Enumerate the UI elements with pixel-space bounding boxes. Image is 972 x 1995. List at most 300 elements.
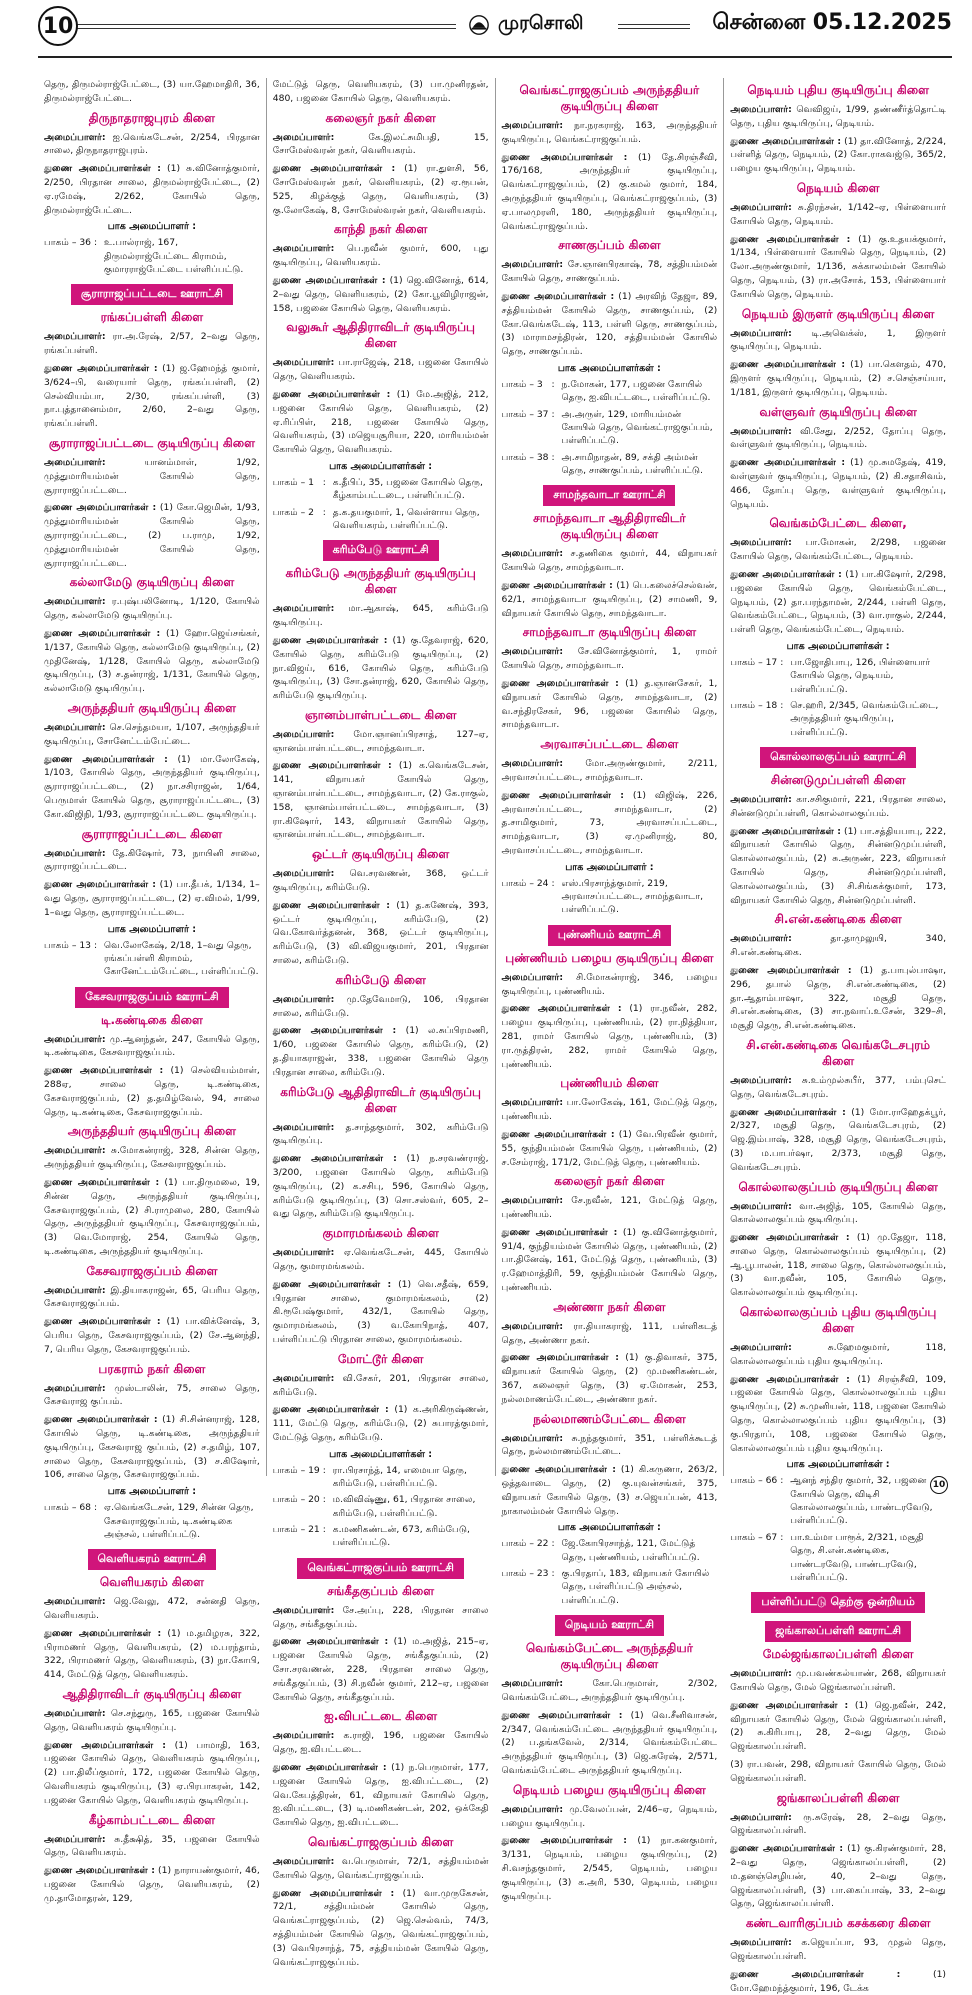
part-number: பாகம் – 13 (44, 939, 92, 951)
entry-text: (1) சி.சின்னராஜ், 128, கோயில் தெரு, டி.கண்டிகை, அருந்ததியர் குடியிருப்பு, கேசவராஜ குப்பம், (2) ச.தமிழ், 107, சாலை தெரு, கேசவராஜகுப்பம், (3) ச.கிஷோர், 106, சாலை தெரு, கேசவராஜகுப்பம். (44, 1414, 260, 1481)
role-label: துணை அமைப்பாளர்கள் : (272, 1404, 389, 1416)
part-organizer: ரா.பிரசாந்த், 14, எமையா தெரு, கரிம்பேடு, பள்ளிப்பட்டு. (332, 1464, 467, 1490)
part-colon: : (322, 1494, 326, 1506)
part-entry (44, 1501, 260, 1541)
role-label: அமைப்பாளர்: (730, 933, 792, 945)
part-entry (502, 1537, 718, 1564)
branch-heading: டி.கண்டிகை கிளை (100, 1012, 203, 1027)
entry-paragraph (273, 388, 489, 457)
entry-text: (1) கு.உதயக்குமார், 1/134, பிள்ளையார் கோயில் தெரு, நெடியம், (2) லோ.அருண்குமார், 1/136, சுக்காலம்மன் கோயில் தெரு, நெடியம், (3) ரா.அசோக், 153, பிள்ளையார் கோயில் தெரு, நெடியம். (730, 233, 946, 300)
entry-text: (1) ந.பெருமாள், 177, பஜனை கோயில் தெரு, ஐ.விபட்டடை, (2) வெ.கேபத்திரன், 61, விநாயகர் கோயில் தெரு, ஐ.விபட்டடை, (3) டி.மணிகண்டன், 202, ஒக்கேதி கோயில் தெரு, ஐ.விபட்டடை. (272, 1762, 489, 1829)
entry-text: (1) வெ.சீனிவாசன், 2/347, வெங்கம்பேட்டை அருந்ததியர் குடியிருப்பு, (2) ப.தங்கவேல், 2/314, வெங்கம்பேட்டை அருந்ததியர் குடியிருப்பு, (3) ஜெ.சுரேஷ், 2/571, வெங்கம்பேட்டை அருந்ததியர் குடியிருப்பு. (501, 1709, 718, 1776)
column-3 (496, 78, 725, 1902)
entry-text: (1) ஹோ.ஜெய்சங்கர், 1/137, கோயில் தெரு, கல்லாமேடு குடியிருப்பு, (2) முதினேஷ், 1/128, கோயில் தெரு, கல்லாமேடு குடியிருப்பு, (3) ச.தன்ராஜ், 1/131, கோயில் தெரு, கல்லாமேடு குடியிருப்பு. (44, 627, 260, 695)
role-label: துணை அமைப்பாளர்கள் : (44, 1065, 164, 1077)
part-organizer: ஏ.வெங்கடேசன், 129, சின்ன தெரு, கேசவராஜகுப்பம், டி.கண்டிகை அஞ்சல், பள்ளிப்பட்டு. (104, 1502, 254, 1540)
entry-text: (1) நாராயண்குமார், 46, பஜனை கோயில் தெரு, வெளியகரம், (2) மு.தாமோதரன், 129, (44, 1865, 260, 1904)
entry-text: மு.வேலப்பன், 2/46–ஏ, நெடியம், பழைய குடியிருப்பு. (501, 1803, 718, 1829)
panchayat-banner (44, 1547, 260, 1570)
panchayat-banner-label: சூராராஜப்பட்டடை ஊராட்சி (71, 284, 233, 305)
part-entry (730, 1531, 946, 1584)
entry-paragraph (273, 1372, 489, 1400)
entry-paragraph (44, 1739, 260, 1808)
entry-text: கே.இலட்சுமிபதி, 15, சோமேஸ்வரன் நகர், வெளியகரம். (272, 131, 489, 157)
entry-text: வெ.சரவணன், 368, ஒட்டர் குடியிருப்பு, கரிம்பேடு. (272, 868, 489, 894)
entry-paragraph (44, 1284, 260, 1312)
entry-paragraph (44, 501, 260, 570)
part-colon: : (551, 378, 555, 390)
part-entry (502, 451, 718, 478)
entry-text: பா.மோகன், 2/298, பஜனை கோயில் தெரு, வெங்கம்பேட்டை, நெடியம். (730, 537, 946, 563)
branch-heading: கொல்லாலகுப்பம் புதிய குடியிருப்பு கிளை (739, 1305, 937, 1336)
role-label: துணை அமைப்பாளர்கள் : (501, 579, 613, 591)
role-label: துணை அமைப்பாளர்கள் : (272, 760, 392, 772)
branch-heading: நெடியம் புதிய குடியிருப்பு கிளை (747, 83, 929, 97)
entry-text: (1) வே.பிரவீன் குமார், 55, குந்தியம்மன் கோயில் தெரு, புண்ணியம், (2) ச.சேம்ராஜ், 171/2, மேட்டுத் தெரு, புண்ணியம். (501, 1128, 718, 1168)
role-label: துணை அமைப்பாளர்கள் : (730, 1106, 846, 1118)
part-organizer: கு.பிரதாப், 183, விநாயகர் கோயில் தெரு, பள்ளிப்பட்டு அஞ்சல், பள்ளிப்பட்டு. (561, 1568, 710, 1606)
part-organizer: ஜே.கோபிரசாந்த், 121, மேட்டுத் தெரு, புண்ணியம், பள்ளிப்பட்டு. (561, 1538, 700, 1563)
role-label: துணை அமைப்பாளர்கள் : (44, 1865, 155, 1877)
entry-text: தா.தாமுலுயி, 340, சி.என்.கண்டிகை. (730, 933, 947, 959)
entry-paragraph (273, 1278, 489, 1347)
part-organizer: க.மணிகண்டன், 673, கரிம்பேடு, பள்ளிப்பட்டு. (332, 1524, 470, 1549)
entry-paragraph (730, 1667, 946, 1695)
part-colon: : (551, 1538, 555, 1550)
entry-paragraph (730, 793, 946, 821)
entry-paragraph (273, 274, 489, 315)
entry-text: (1) ம.அஜித், 215–ஏ, பஜனை கோயில் தெரு, சங்கீதகுப்பம், (2) சோ.சரவணன், 228, பிரதான சாலை தெரு, சங்கீதகுப்பம், (3) சி.நவீன் குமார், 212–ஏ, பஜனை கோயில் தெரு, சங்கீதகுப்பம். (272, 1636, 489, 1703)
role-label: அமைப்பாளர்: (44, 1382, 106, 1394)
entry-paragraph (273, 1729, 489, 1757)
role-label: துணை அமைப்பாளர்கள் : (44, 1176, 160, 1188)
entry-text: சு.மோகன்ராஜ், 328, சின்ன தெரு, அருந்ததியர் குடியிருப்பு, கேசவராஜகுப்பம். (44, 1145, 260, 1171)
entry-paragraph (730, 932, 946, 960)
role-label: துணை அமைப்பாளர்கள் : (44, 879, 156, 891)
entry-text: யானம்மாள், 1/92, முத்துமாரியம்மன் கோயில் தெரு, சூராராஜப்பட்டடை. (44, 456, 260, 496)
entry-text: மோ.ஞானப்பிரசாத், 127–ஏ, ஞானம்பாள்பட்டடை, சாமந்தவாடா. (272, 728, 489, 754)
part-organizers-heading: பாக அமைப்பாளர்கள் : (557, 1522, 661, 1534)
entry-paragraph (273, 162, 489, 217)
entry-paragraph (273, 634, 489, 703)
part-number: பாகம் – 1 (272, 476, 314, 488)
entry-text: சே.அப்பு, 228, பிரதான சாலை தெரு, சங்கீதகுப்பம். (272, 1604, 489, 1630)
role-label: அமைப்பாளர்: (272, 1121, 335, 1133)
branch-heading: ஒட்டர் குடியிருப்பு கிளை (312, 847, 450, 862)
part-colon: : (322, 1524, 326, 1536)
entry-text: செ.செந்தமயா, 1/107, அருந்ததியர் குடியிருப்பு, சோனேட்டம்பேட்டை. (44, 721, 260, 747)
entry-text: முஸ்டாலின், 75, சாலை தெரு, கேசவராஜ குப்பம். (44, 1382, 260, 1408)
entry-paragraph (44, 1064, 260, 1119)
entry-paragraph (502, 645, 718, 673)
entry-paragraph (730, 327, 946, 355)
part-number: பாகம் – 37 (501, 408, 549, 420)
role-label: துணை அமைப்பாளர்கள் : (501, 1464, 616, 1476)
role-label: அமைப்பாளர்: (730, 537, 792, 549)
panchayat-banner (44, 985, 260, 1008)
entry-paragraph (502, 1677, 718, 1705)
entry-paragraph (273, 1246, 489, 1274)
entry-text: தே.கிஷோர், 73, நாயினி சாலை, சூராராஜப்பட்டடை. (44, 847, 260, 873)
entry-paragraph (502, 1463, 718, 1518)
entry-paragraph (730, 1699, 946, 1754)
entry-text: வி.சேகர், 201, பிரதான சாலை, கரிம்பேடு. (272, 1372, 489, 1398)
role-label: துணை அமைப்பாளர்கள் : (501, 677, 619, 689)
entry-paragraph (502, 1002, 718, 1071)
role-label: அமைப்பாளர்: (501, 1803, 564, 1815)
entry-paragraph (273, 602, 489, 630)
entry-paragraph (502, 547, 718, 575)
entry-text: (1) தே.சிரஞ்சீவி, 176/168, அருந்ததியர் குடியிருப்பு, வெங்கட்ராஜகுப்பம், (2) கு.கமல் குமார், 184, அருந்ததியர் குடியிருப்பு, வெங்கட்ராஜகுப்பம், (3) ஏ.பாலமுரளி, 180, அருந்ததியர் குடியிருப்பு, வெங்கட்ராஜகுப்பம். (501, 151, 718, 232)
entry-text: (1) ரா.துளசி, 56, சோமேஸ்வரன் நகர், வெளியகரம், (2) ஏ.ரூபன், 525, கிழக்குத் தெரு, வெளியகரம், (3) கு.லோகேஷ், 8, சோமேஸ்வரன் நகர், வெளியகரம். (272, 163, 489, 216)
branch-heading: சூராராஜப்பட்டடை கிளை (81, 826, 223, 841)
role-label: அமைப்பாளர்: (501, 646, 564, 658)
branch-heading: அரவாசப்பட்டடை கிளை (540, 737, 679, 752)
entry-paragraph (44, 1176, 260, 1259)
entry-text: வ.பெருமாள், 72/1, சத்தியம்மன் கோயில் தெரு, வெங்கட்ராஜகுப்பம். (272, 1855, 489, 1881)
entry-paragraph (502, 757, 718, 785)
role-label: துணை அமைப்பாளர்கள் : (501, 1003, 622, 1015)
role-label: துணை அமைப்பாளர்கள் : (730, 1232, 850, 1244)
entry-paragraph (730, 1106, 946, 1175)
entry-paragraph (273, 356, 489, 384)
role-label: அமைப்பாளர்: (272, 993, 335, 1005)
entry-text: (1) பா.கௌதம், 470, இருளர் குடியிருப்பு, நெடியம், (2) ச.செஞ்சய்யா, 1/181, இருளர் குடியிருப்பு, நெடியம். (730, 359, 947, 398)
branch-heading: புண்ணியம் பழைய குடியிருப்பு கிளை (505, 950, 714, 965)
part-organizer: உ.பால்ராஜ், 167, திருமல்ராஜ்பேட்டை கிராமம், குமாரராஜ்பேட்டை பள்ளிப்பட்டு. (104, 237, 244, 276)
part-organizer: ந.மோகன், 177, பஜனை கோயில் தெரு, ஐ.விபட்டடை, பள்ளிப்பட்டு. (561, 378, 711, 404)
panchayat-banner-label: வெளியகரம் ஊராட்சி (88, 1549, 217, 1570)
entry-paragraph (44, 362, 260, 431)
entry-paragraph (44, 1627, 260, 1682)
role-label: துணை அமைப்பாளர்கள் : (44, 502, 157, 514)
panchayat-banner-label: சாமந்தவாடா ஊராட்சி (543, 485, 675, 506)
role-label: துணை அமைப்பாளர்கள் : (730, 825, 841, 837)
entry-text: (1) வெ.சதீஷ், 659, பிரதான சாலை, குமாரமங்கலம், (2) கி.ரூபேஷ்குமார், 432/1, கோயில் தெரு, குமாரமங்கலம், (3) வ.கோபிநாத், 407, பள்ளிப்பட்டு பிரதான சாலை, குமாரமங்கலம். (272, 1278, 489, 1345)
part-organizer: எஸ்.பிரசாந்த்குமார், 219, அரவாசப்பட்டடை, சாமந்தவாடா, பள்ளிப்பட்டு. (561, 877, 704, 916)
part-colon: : (551, 877, 555, 889)
part-number: பாகம் – 24 (501, 877, 549, 889)
role-label: அமைப்பாளர்: (272, 1604, 335, 1616)
role-label: அமைப்பாளர்: (272, 868, 335, 880)
part-number: பாகம் – 36 (44, 237, 92, 249)
entry-paragraph (502, 1226, 718, 1295)
role-label: அமைப்பாளர்: (272, 1730, 335, 1742)
entry-paragraph (273, 867, 489, 895)
panchayat-banner-label: கொல்லாலகுப்பம் ஊராட்சி (760, 747, 916, 768)
entry-text: தெரு, திருமல்ராஜ்பேட்டை, (3) யா.ஹேமாதிரி, 36, திருமல்ராஜ்பேட்டை. (44, 79, 260, 104)
branch-heading: வெளியகரம் கிளை (99, 1575, 204, 1590)
entry-paragraph (44, 878, 260, 919)
entry-paragraph (502, 971, 718, 999)
entry-paragraph (502, 677, 718, 732)
entry-paragraph (44, 456, 260, 497)
role-label: அமைப்பாளர்: (730, 201, 792, 213)
entry-text: (1) கு.கிரண்குமார், 28, 2–வது தெரு, ஜெங்காலப்பள்ளி, (2) ம.தனஞ்செழியன், 40, 2–வது தெரு, ஜெங்காலப்பள்ளி, (3) பா.கைப்பாஷ், 33, 2–வது தெரு, ஜெங்காலப்பள்ளி. (730, 1843, 947, 1910)
role-label: துணை அமைப்பாளர்கள் : (272, 163, 396, 175)
entry-paragraph (730, 964, 946, 1033)
entry-paragraph (502, 1096, 718, 1124)
branch-heading: சி.என்.கண்டிகை கிளை (774, 912, 902, 927)
role-label: அமைப்பாளர்: (44, 1833, 106, 1845)
entry-text: (1) ஜ.ஹேமந்த் குமார், 3/624–பி, வரையார் தெரு, ரங்கப்பள்ளி, (2) செல்வியம்பா, 2/30, ரங்கப்பள்ளி, (3) நா.புத்தானைம்மா, 2/60, 2–வது தெரு, ரங்கப்பள்ளி. (44, 363, 260, 430)
branch-heading: அண்ணா நகர் கிளை (553, 1299, 666, 1314)
part-number: பாகம் – 67 (730, 1531, 778, 1543)
role-label: துணை அமைப்பாளர்கள் : (272, 274, 386, 286)
entry-paragraph (273, 759, 489, 842)
branch-heading: நல்லமாணம்பேட்டை கிளை (533, 1411, 686, 1426)
role-label: அமைப்பாளர்: (44, 131, 106, 143)
role-label: துணை அமைப்பாளர்கள் : (730, 135, 842, 147)
branch-heading: சின்னடுமுப்பள்ளி கிளை (770, 772, 906, 787)
entry-text: த.சாந்தகுமார், 302, கரிம்பேடு குடியிருப்பு. (272, 1121, 489, 1147)
branch-heading: ஜங்காலப்பள்ளி கிளை (776, 1790, 900, 1805)
entry-text: மு.ஆனந்தன், 247, கோயில் தெரு, டி.கண்டிகை, கேசவராஜகுப்பம். (44, 1033, 260, 1059)
entry-text: (1) சிரஞ்சீவி, 109, பஜனை கோயில் தெரு, கொல்லாலகுப்பம் புதிய குடியிருப்பு, (2) சு.முனியன், 118, பஜனை கோயில் தெரு, கொல்லாலகுப்பம் புதிய குடியிருப்பு, (3) கு.பிரதாப், 108, பஜனை கோயில் தெரு, கொல்லாலகுப்பம் புதிய குடியிருப்பு. (730, 1373, 947, 1454)
part-number: பாகம் – 18 (730, 699, 778, 711)
part-organizer: செ.ஹரி, 2/345, வெங்கம்பேட்டை, அருந்ததியர் குடியிருப்பு, பள்ளிப்பட்டு. (790, 699, 939, 738)
entry-paragraph (273, 1403, 489, 1444)
entry-paragraph (730, 358, 946, 399)
entry-text: (1) செல்வியம்மாள், 288ஏ, சாலை தெரு, டி.கண்டிகை, கேசவராஜகுப்பம், (2) த.தமிழ்வேல், 94, சாலை தெரு, டி.கண்டிகை, கேசவராஜகுப்பம். (44, 1065, 260, 1118)
footer-page-number: 10 (930, 1476, 948, 1494)
entry-paragraph (44, 1413, 260, 1482)
role-label: துணை அமைப்பாளர்கள் : (730, 568, 842, 580)
branch-heading: நெடியம் கிளை (796, 180, 880, 195)
entry-text: பா.லோகேஷ், 161, மேட்டுத் தெரு, புண்ணியம். (501, 1097, 718, 1123)
masthead-rule-right (618, 24, 690, 29)
role-label: அமைப்பாளர்: (272, 243, 335, 255)
entry-paragraph (273, 899, 489, 968)
role-label: அமைப்பாளர்: (44, 1033, 106, 1045)
entry-text: (1) த.கணேஷ், 393, ஒட்டர் குடியிருப்பு, கரிம்பேடு, (2) வெ.கோவர்த்தனன், 368, ஒட்டர் குடியிருப்பு, கரிம்பேடு, (3) வி.விஜயகுமார், 201, பிரதான சாலை, கரிம்பேடு. (272, 899, 489, 967)
entry-text: சு.நந்தகுமார், 351, பள்ளிக்கூடத் தெரு, நல்லமாணம்பேட்டை. (501, 1432, 718, 1458)
role-label: அமைப்பாளர்: (44, 1145, 106, 1157)
role-label: துணை அமைப்பாளர்கள் : (501, 1128, 615, 1140)
entry-paragraph (44, 131, 260, 159)
masthead-rule-left (76, 24, 456, 29)
role-label: துணை அமைப்பாளர்கள் : (730, 964, 852, 976)
role-label: துணை அமைப்பாளர்கள் : (272, 1762, 387, 1773)
entry-text: செ.சந்துரு, 165, பஜனை கோயில் தெரு, வெளியகரம் குடியிருப்பு. (44, 1708, 260, 1733)
entry-text: (1) த.ஞானசேகர், 1, விநாயகர் கோயில் தெரு, சாமந்தவாடா, (2) வ.சந்திரசேகர், 96, பஜனை கோயில் தெரு, சாமந்தவாடா. (501, 677, 718, 731)
entry-paragraph (730, 1968, 946, 1995)
part-organizer: க.தீபிப், 35, பஜனை கோயில் தெரு, கீழ்காம்பட்டடை, பள்ளிப்பட்டு. (332, 476, 483, 502)
entry-paragraph (44, 721, 260, 749)
entry-paragraph (730, 1373, 946, 1456)
branch-heading: கலைஞர் நகர் கிளை (325, 110, 436, 125)
entry-text: (1) பா.சத்தியபாபு, 222, விநாயகர் கோயில் தெரு, சின்னடுமுப்பள்ளி, கொல்லாலகுப்பம், (2) சு.அருண், 223, விநாயகர் கோயில் தெரு, சின்னடுமுப்பள்ளி, கொல்லாலகுப்பம், (3) சி.சிங்கக்குமார், 173, விநாயகர் கோயில் தெரு, சின்னடுமுப்பள்ளி. (730, 825, 946, 906)
entry-text: கா.சசிகுமார், 221, பிரதான சாலை, சின்னடுமுப்பள்ளி, கொல்லாலகுப்பம். (730, 793, 947, 819)
role-label: அமைப்பாளர்: (501, 971, 564, 983)
panchayat-banner-label: கேசவராஜகுப்பம் ஊராட்சி (75, 987, 228, 1008)
entry-text: (1) பெ.கலைச்செல்வன், 62/1, சாமந்தவாடா குடியிருப்பு, (2) சாமணி, 9, விநாயகர் கோயில் தெரு, சாமந்தவாடா. (501, 579, 718, 619)
panchayat-banner-label: புண்ணியம் ஊராட்சி (548, 925, 671, 946)
entry-text: (1) பா.கிஷோர், 2/298, பஜனை கோயில் தெரு, வெங்கம்பேட்டை, நெடியம், (2) தா.பரந்தாமன், 2/244, பள்ளி தெரு, வெங்கம்பேட்டை, நெடியம், (3) வா.ராகுல், 2/244, பள்ளி தெரு, வெங்கம்பேட்டை, நெடியம். (730, 568, 947, 636)
part-number: பாகம் – 2 (272, 506, 314, 518)
entry-text: (1) க.வெங்கடேசன், 141, விநாயகர் கோயில் தெரு, ஞானம்பாள்பட்டடை, சாமந்தவாடா, (2) கே.ராகுல், 158, ஞானம்பாள்பட்டடை, சாமந்தவாடா, (3) ரா.கிஷோர், 143, விநாயகர் கோயில் தெரு, ஞானம்பாள்பட்டடை, சாமந்தவாடா. (272, 760, 489, 841)
entry-paragraph (273, 1855, 489, 1883)
entry-text: ஐ.வெங்கடேசன், 2/254, பிரதான சாலை, திருநாதராஜபுரம். (44, 131, 260, 157)
role-label: அமைப்பாளர்: (730, 793, 792, 805)
branch-heading: வெங்கட்ராஜகுப்பம் அருந்ததியர் குடியிருப்பு கிளை (519, 83, 700, 113)
entry-paragraph (730, 425, 946, 453)
part-entry (502, 1567, 718, 1607)
role-label: துணை அமைப்பாளர்கள் : (44, 1414, 158, 1426)
part-organizers-heading: பாக அமைப்பாளர்கள் : (329, 460, 433, 472)
column-4 (724, 78, 952, 1994)
role-label: அமைப்பாளர்: (44, 596, 106, 608)
branch-heading: சாணகுப்பம் கிளை (558, 238, 661, 253)
role-label: துணை அமைப்பாளர்கள் : (730, 1968, 901, 1980)
role-label: துணை அமைப்பாளர்கள் : (272, 1887, 395, 1899)
entry-paragraph (273, 1024, 489, 1079)
entry-paragraph (273, 728, 489, 756)
entry-paragraph (502, 1351, 718, 1406)
part-organizer: பா.உம்மா பாரூக், 2/321, மசூதி தெரு, சி.என்.கண்டிகை, பாண்டரவேடு, பாண்டரவேடு, பள்ளிப்பட்டு. (790, 1531, 924, 1583)
entry-text: சி.மோகன்ராஜ், 346, பழைய குடியிருப்பு, புண்ணியம். (501, 971, 718, 997)
branch-heading: கண்டவாரிகுப்பம் கசக்கரை கிளை (745, 1916, 931, 1931)
entry-text: டி.அவெக்ஸ், 1, இருளர் குடியிருப்பு, நெடியம். (730, 327, 947, 353)
part-colon: : (551, 408, 555, 420)
entry-paragraph (502, 1803, 718, 1831)
entry-paragraph (44, 1315, 260, 1356)
entry-paragraph (730, 568, 946, 637)
entry-text: வி.சேது, 2/252, தோப்பு தெரு, வள்ளுவர் குடியிருப்பு, நெடியம். (730, 425, 946, 451)
panchayat-banner (730, 1619, 946, 1642)
part-organizers-heading: பாக அமைப்பாளர் : (107, 1486, 197, 1498)
branch-heading: கல்லாமேடு குடியிருப்பு கிளை (69, 575, 235, 590)
panchayat-banner (273, 1556, 489, 1579)
entry-paragraph (502, 119, 718, 147)
role-label: அமைப்பாளர்: (501, 120, 564, 131)
branch-heading: மேல்ஜங்காலப்பள்ளி கிளை (762, 1647, 914, 1662)
role-label: துணை அமைப்பாளர்கள் : (44, 1739, 166, 1751)
entry-text: (1) ம.தமிழரசு, 322, பிராமணர் தெரு, வெளியகரம், (2) ம.பரந்தாம், 322, பிராமணர் தெரு, வெளியகரம், (3) நா.கோபி, 414, மேட்டுத் தெரு, வெளியகரம். (44, 1627, 260, 1681)
role-label: அமைப்பாளர்: (501, 1678, 564, 1690)
entry-paragraph (502, 1194, 718, 1222)
entry-text: (1) தா.வினோத், 2/224, பள்ளித் தெரு, நெடியம், (2) கோ.ராகவஜ்டு, 365/2, பழைய குடியிருப்பு, நெடியம். (730, 135, 946, 175)
role-label: அமைப்பாளர்: (44, 721, 106, 733)
part-organizers-heading: பாக அமைப்பாளர் : (107, 221, 197, 233)
role-label: அமைப்பாளர்: (730, 327, 792, 339)
part-number: பாகம் – 23 (501, 1568, 549, 1580)
part-number: பாகம் – 21 (272, 1524, 320, 1536)
role-label: துணை அமைப்பாளர்கள் : (272, 388, 391, 400)
part-colon: : (94, 237, 98, 249)
entry-paragraph (44, 627, 260, 696)
entry-paragraph (273, 1761, 489, 1830)
part-colon: : (551, 1568, 555, 1580)
branch-heading: சங்கீதகுப்பம் கிளை (327, 1583, 435, 1598)
part-entry (273, 476, 489, 503)
role-label: துணை அமைப்பாளர்கள் : (44, 163, 161, 175)
part-entry (502, 378, 718, 405)
entry-text: (1) கு.திவாகர், 375, விநாயகர் கோயில் தெரு, (2) மு.மணிகண்டன், 367, கலைஞர் தெரு, (3) ஏ.மோகன், 253, நல்லமாணம்பேட்டை, அண்ணா நகர். (501, 1352, 718, 1405)
entry-paragraph (730, 536, 946, 564)
part-colon: : (780, 699, 784, 711)
part-entry (273, 1523, 489, 1550)
entry-text: மு.பவண்கல்யாண், 268, விநாயகர் கோயில் தெரு, மேல் ஜெங்காலப்பள்ளி. (730, 1668, 947, 1693)
part-colon: : (780, 1531, 784, 1543)
role-label: அமைப்பாளர்: (501, 1320, 564, 1332)
panchayat-banner-label: வெங்கட்ராஜகுப்பம் ஊராட்சி (297, 1558, 464, 1579)
entry-text: சே.நவீன், 121, மேட்டுத் தெரு, புண்ணியம். (501, 1195, 718, 1221)
entry-paragraph (44, 1033, 260, 1061)
part-colon: : (94, 1502, 98, 1514)
role-label: துணை அமைப்பாளர்கள் : (501, 789, 624, 801)
entry-text: (1) விஜிஷ், 226, அரவாசப்பட்டடை, சாமந்தவாடா, (2) த.சாமிகுமார், 73, அரவாசப்பட்டடை, சாமந்தவாடா, (3) ஏ.முனிராஜ், 80, அரவாசப்பட்டடை, சாமந்தவாடா. (501, 789, 718, 856)
role-label: அமைப்பாளர்: (272, 1247, 335, 1259)
panchayat-banner-label: நெடியம் ஊராட்சி (555, 1615, 664, 1636)
entry-paragraph (44, 847, 260, 875)
entry-paragraph (730, 1811, 946, 1839)
part-number: பாகம் – 19 (272, 1464, 320, 1476)
branch-heading: நெடியம் பழைய குடியிருப்பு கிளை (512, 1782, 706, 1797)
entry-paragraph (502, 1128, 718, 1169)
entry-text: ஏ.வெங்கடேசன், 445, கோயில் தெரு, குமாரமங்கலம். (272, 1247, 489, 1272)
part-entry (44, 939, 260, 979)
entry-text: வா.அஜித், 105, கோயில் தெரு, கொல்லாலகுப்பம் குடியிருப்பு. (730, 1200, 947, 1226)
entry-paragraph (44, 1144, 260, 1172)
entry-paragraph (730, 1074, 946, 1102)
role-label: அமைப்பாளர்: (730, 104, 792, 115)
part-organizers-heading: பாக அமைப்பாளர் : (107, 923, 197, 935)
entry-paragraph (273, 1604, 489, 1632)
role-label: அமைப்பாளர்: (730, 1937, 792, 1949)
entry-paragraph (44, 753, 260, 822)
role-label: துணை அமைப்பாளர்கள் : (730, 233, 851, 245)
role-label: துணை அமைப்பாளர்கள் : (501, 151, 628, 163)
entry-paragraph (273, 131, 489, 159)
part-entry (44, 236, 260, 276)
entry-text: (1) பாமாதி, 163, பஜனை கோயில் தெரு, வெளியகரம் குடியிருப்பு, (2) பா.திலீப்குமார், 172, பஜனை கோயில் தெரு, வெளியகரம் குடியிருப்பு, (3) ஏ.பிரபாகரன், 142, பஜனை கோயில் தெரு, வெளியகரம் குடியிருப்பு. (44, 1739, 260, 1806)
role-label: அமைப்பாளர்: (44, 1708, 106, 1720)
entry-text: ச.தணிகை குமார், 44, விநாயகர் கோயில் தெரு, சாமந்தவாடா. (501, 548, 718, 574)
part-organizers-heading: பாக அமைப்பாளர் : (565, 861, 654, 873)
role-label: துணை அமைப்பாளர்கள் : (501, 290, 615, 302)
part-entry (730, 1474, 946, 1527)
entry-text: (1) சு.வினோத்குமார், 2/250, பிரதான சாலை, திருமல்ராஜ்பேட்டை, (2) ஏ.ரமேஷ், 2/262, கோயில் தெரு, திருமல்ராஜ்பேட்டை. (44, 163, 260, 216)
entry-text: (1) மா.லோகேஷ், 1/103, கோயில் தெரு, அருந்ததியர் குடியிருப்பு, சூராராஜப்பட்டடை, (2) நா.சசிராஜன், 1/64, பெருமாள் கோயில் தெரு, சூராராஜப்பட்டடை, (3) கோ.விஜிநி, 1/93, சூராராஜப்பட்டடை குடியிருப்பு. (44, 753, 260, 820)
entry-paragraph (730, 1842, 946, 1911)
entry-paragraph (730, 233, 946, 302)
panchayat-banner (730, 1590, 946, 1613)
part-number: பாகம் – 20 (272, 1494, 320, 1506)
part-colon: : (322, 1464, 326, 1476)
branch-heading: கரிம்பேடு கிளை (335, 972, 426, 987)
part-organizer: த.க.தயகுமார், 1, வெள்ளாய தெரு, வெளியகரம், பள்ளிப்பட்டு. (332, 506, 480, 531)
part-colon: : (551, 451, 555, 463)
role-label: துணை அமைப்பாளர்கள் : (730, 1699, 849, 1711)
entry-paragraph (273, 1887, 489, 1970)
role-label: துணை அமைப்பாளர்கள் : (44, 627, 161, 639)
role-label: அமைப்பாளர்: (272, 131, 335, 143)
entry-text: (1) பா.விக்னேஷ், 3, பெரிய தெரு, கேசவராஜகுப்பம், (2) சே.ஆனந்தி, 7, பெரிய தெரு, கேசவராஜகுப்பம். (44, 1316, 260, 1355)
role-label: துணை அமைப்பாளர்கள் : (730, 1843, 844, 1855)
entry-paragraph (273, 1152, 489, 1221)
branch-heading: பரகராம் நகர் கிளை (98, 1361, 206, 1376)
part-number: பாகம் – 22 (501, 1538, 549, 1550)
role-label: அமைப்பாளர்: (44, 456, 106, 468)
role-label: அமைப்பாளர்: (44, 847, 106, 859)
entry-paragraph (273, 1635, 489, 1704)
entry-text: (1) ஜெ.வினோத், 614, 2–வது தெரு, வெளியகரம், (2) கோ.பூவிழிராஜன், 158, பஜனை கோயில் தெரு, வெளியகரம். (272, 274, 489, 314)
entry-text: ரா.அ.ரேஷ், 2/57, 2–வது தெரு, ரங்கப்பள்ளி. (44, 331, 260, 357)
entry-text: (1) மு.தேஜா, 118, சாலை தெரு, கொல்லாலகுப்பம் குடியிருப்பு, (2) ஆ.பூபாலன், 118, சாலை தெரு, கொல்லாலகுப்பம், (3) வா.நவீன், 105, கோயில் தெரு, கொல்லாலகுப்பம் குடியிருப்பு. (730, 1232, 947, 1299)
part-entry (502, 877, 718, 917)
branch-heading: புண்ணியம் கிளை (560, 1076, 659, 1091)
